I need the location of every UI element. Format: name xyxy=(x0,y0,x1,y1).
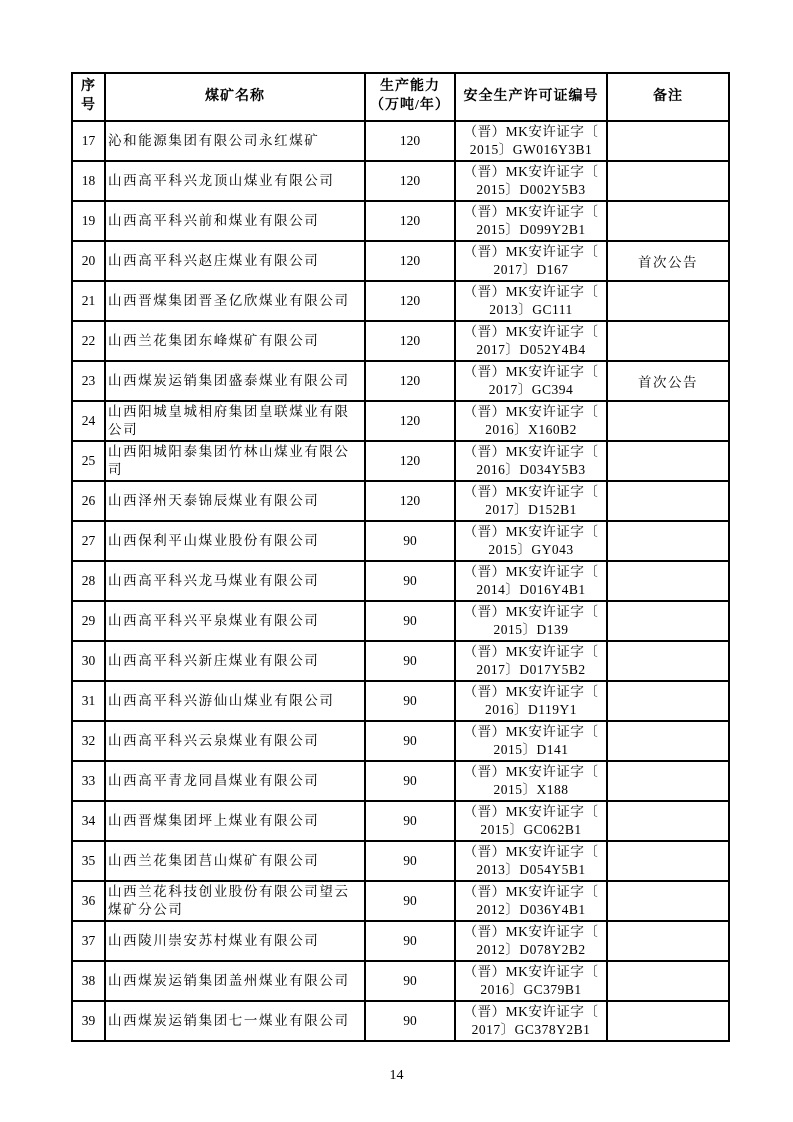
remark xyxy=(607,601,729,641)
license-number xyxy=(455,921,607,961)
table-row xyxy=(72,921,729,961)
capacity-value: 120 xyxy=(365,361,455,401)
row-index: 29 xyxy=(72,601,105,641)
mine-name: 山西保利平山煤业股份有限公司 xyxy=(105,521,365,561)
license-number xyxy=(455,361,607,401)
license-line1: （晋）MK安许证字〔 xyxy=(463,204,599,219)
table-row xyxy=(72,561,729,601)
mine-name: 山西兰花集团东峰煤矿有限公司 xyxy=(105,321,365,361)
table-row xyxy=(72,441,729,481)
remark xyxy=(607,441,729,481)
row-index: 24 xyxy=(72,401,105,441)
mine-name: 山西高平青龙同昌煤业有限公司 xyxy=(105,761,365,801)
license-number xyxy=(455,721,607,761)
header-license: 安全生产许可证编号 xyxy=(455,73,607,121)
capacity-value: 90 xyxy=(365,601,455,641)
capacity-value: 90 xyxy=(365,721,455,761)
license-line1: （晋）MK安许证字〔 xyxy=(463,684,599,699)
capacity-value: 90 xyxy=(365,921,455,961)
remark xyxy=(607,321,729,361)
license-line2: 2015〕X188 xyxy=(493,782,569,797)
license-number xyxy=(455,281,607,321)
mine-name: 山西煤炭运销集团盛泰煤业有限公司 xyxy=(105,361,365,401)
row-index: 36 xyxy=(72,881,105,921)
row-index: 22 xyxy=(72,321,105,361)
license-line2: 2015〕D139 xyxy=(493,622,569,637)
row-index: 38 xyxy=(72,961,105,1001)
capacity-value: 90 xyxy=(365,881,455,921)
header-index: 序号 xyxy=(72,73,105,121)
license-line2: 2017〕GC394 xyxy=(488,382,574,397)
table-row xyxy=(72,201,729,241)
capacity-value: 120 xyxy=(365,201,455,241)
mine-name: 山西高平科兴龙马煤业有限公司 xyxy=(105,561,365,601)
remark xyxy=(607,281,729,321)
capacity-value: 120 xyxy=(365,441,455,481)
row-index: 25 xyxy=(72,441,105,481)
capacity-value: 120 xyxy=(365,321,455,361)
license-line1: （晋）MK安许证字〔 xyxy=(463,284,599,299)
license-number xyxy=(455,801,607,841)
license-number xyxy=(455,201,607,241)
remark: 首次公告 xyxy=(607,361,729,401)
license-number xyxy=(455,481,607,521)
license-line2: 2015〕D002Y5B3 xyxy=(476,182,586,197)
license-line2: 2017〕D052Y4B4 xyxy=(476,342,586,357)
capacity-value: 90 xyxy=(365,1001,455,1041)
capacity-value: 120 xyxy=(365,281,455,321)
license-line2: 2013〕GC111 xyxy=(489,302,573,317)
license-line1: （晋）MK安许证字〔 xyxy=(463,524,599,539)
capacity-value: 90 xyxy=(365,521,455,561)
row-index: 35 xyxy=(72,841,105,881)
table-row xyxy=(72,121,729,161)
row-index: 37 xyxy=(72,921,105,961)
row-index: 18 xyxy=(72,161,105,201)
license-line1: （晋）MK安许证字〔 xyxy=(463,484,599,499)
remark xyxy=(607,1001,729,1041)
row-index: 23 xyxy=(72,361,105,401)
capacity-value: 90 xyxy=(365,801,455,841)
remark xyxy=(607,561,729,601)
license-line1: （晋）MK安许证字〔 xyxy=(463,324,599,339)
remark xyxy=(607,881,729,921)
row-index: 34 xyxy=(72,801,105,841)
license-number xyxy=(455,1001,607,1041)
page-number: 14 xyxy=(389,1068,404,1083)
license-number xyxy=(455,561,607,601)
mine-name: 山西煤炭运销集团七一煤业有限公司 xyxy=(105,1001,365,1041)
row-index: 20 xyxy=(72,241,105,281)
license-number xyxy=(455,521,607,561)
row-index: 32 xyxy=(72,721,105,761)
row-index: 21 xyxy=(72,281,105,321)
license-number xyxy=(455,761,607,801)
license-number xyxy=(455,441,607,481)
mine-name: 山西兰花集团莒山煤矿有限公司 xyxy=(105,841,365,881)
row-index: 28 xyxy=(72,561,105,601)
coal-mine-table xyxy=(71,72,730,1042)
table-row xyxy=(72,801,729,841)
mine-name: 沁和能源集团有限公司永红煤矿 xyxy=(105,121,365,161)
remark xyxy=(607,161,729,201)
remark xyxy=(607,921,729,961)
license-line2: 2016〕GC379B1 xyxy=(480,982,582,997)
table-row xyxy=(72,881,729,921)
mine-name: 山西高平科兴云泉煤业有限公司 xyxy=(105,721,365,761)
table-row xyxy=(72,961,729,1001)
header-mine-name: 煤矿名称 xyxy=(105,73,365,121)
license-number xyxy=(455,321,607,361)
table-row xyxy=(72,1001,729,1041)
remark xyxy=(607,761,729,801)
license-line1: （晋）MK安许证字〔 xyxy=(463,964,599,979)
license-number xyxy=(455,641,607,681)
license-number xyxy=(455,161,607,201)
header-capacity-line1: 生产能力 xyxy=(380,79,440,95)
row-index: 33 xyxy=(72,761,105,801)
license-line1: （晋）MK安许证字〔 xyxy=(463,444,599,459)
mine-name: 山西阳城阳泰集团竹林山煤业有限公司 xyxy=(105,441,365,481)
license-line1: （晋）MK安许证字〔 xyxy=(463,164,599,179)
mine-name: 山西阳城皇城相府集团皇联煤业有限公司 xyxy=(105,401,365,441)
table-row xyxy=(72,481,729,521)
license-line1: （晋）MK安许证字〔 xyxy=(463,364,599,379)
capacity-value: 90 xyxy=(365,841,455,881)
capacity-value: 90 xyxy=(365,641,455,681)
row-index: 17 xyxy=(72,121,105,161)
license-number xyxy=(455,241,607,281)
license-line2: 2015〕D099Y2B1 xyxy=(476,222,586,237)
license-line1: （晋）MK安许证字〔 xyxy=(463,764,599,779)
table-row xyxy=(72,281,729,321)
header-capacity xyxy=(365,73,455,121)
table-row xyxy=(72,521,729,561)
row-index: 30 xyxy=(72,641,105,681)
table-row xyxy=(72,161,729,201)
license-line2: 2015〕GY043 xyxy=(488,542,574,557)
license-line1: （晋）MK安许证字〔 xyxy=(463,724,599,739)
license-line2: 2015〕GW016Y3B1 xyxy=(469,142,593,157)
mine-name: 山西晋煤集团晋圣亿欣煤业有限公司 xyxy=(105,281,365,321)
remark: 首次公告 xyxy=(607,241,729,281)
table-row xyxy=(72,361,729,401)
mine-name: 山西高平科兴前和煤业有限公司 xyxy=(105,201,365,241)
license-line2: 2016〕X160B2 xyxy=(485,422,577,437)
license-line1: （晋）MK安许证字〔 xyxy=(463,924,599,939)
mine-name: 山西高平科兴平泉煤业有限公司 xyxy=(105,601,365,641)
capacity-value: 120 xyxy=(365,121,455,161)
license-number xyxy=(455,841,607,881)
table-row xyxy=(72,721,729,761)
remark xyxy=(607,681,729,721)
row-index: 27 xyxy=(72,521,105,561)
table-row xyxy=(72,681,729,721)
mine-name: 山西煤炭运销集团盖州煤业有限公司 xyxy=(105,961,365,1001)
remark xyxy=(607,201,729,241)
header-capacity-line2: （万吨/年） xyxy=(370,98,450,113)
capacity-value: 90 xyxy=(365,561,455,601)
table-row xyxy=(72,601,729,641)
table-row xyxy=(72,241,729,281)
capacity-value: 90 xyxy=(365,681,455,721)
capacity-value: 90 xyxy=(365,761,455,801)
license-number xyxy=(455,961,607,1001)
mine-name: 山西兰花科技创业股份有限公司望云煤矿分公司 xyxy=(105,881,365,921)
remark xyxy=(607,721,729,761)
license-line2: 2015〕GC062B1 xyxy=(480,822,582,837)
table-header-row xyxy=(72,73,729,121)
license-line2: 2012〕D036Y4B1 xyxy=(476,902,586,917)
license-line2: 2014〕D016Y4B1 xyxy=(476,582,586,597)
row-index: 31 xyxy=(72,681,105,721)
capacity-value: 120 xyxy=(365,481,455,521)
license-line1: （晋）MK安许证字〔 xyxy=(463,564,599,579)
row-index: 19 xyxy=(72,201,105,241)
table-row xyxy=(72,401,729,441)
table-row xyxy=(72,761,729,801)
header-remark: 备注 xyxy=(607,73,729,121)
license-line1: （晋）MK安许证字〔 xyxy=(463,244,599,259)
remark xyxy=(607,401,729,441)
remark xyxy=(607,121,729,161)
capacity-value: 120 xyxy=(365,241,455,281)
license-line2: 2013〕D054Y5B1 xyxy=(476,862,586,877)
license-line1: （晋）MK安许证字〔 xyxy=(463,804,599,819)
mine-name: 山西高平科兴龙顶山煤业有限公司 xyxy=(105,161,365,201)
remark xyxy=(607,641,729,681)
license-line1: （晋）MK安许证字〔 xyxy=(463,644,599,659)
mine-name: 山西高平科兴游仙山煤业有限公司 xyxy=(105,681,365,721)
table-row xyxy=(72,321,729,361)
row-index: 26 xyxy=(72,481,105,521)
row-index: 39 xyxy=(72,1001,105,1041)
license-line1: （晋）MK安许证字〔 xyxy=(463,844,599,859)
license-line2: 2015〕D141 xyxy=(493,742,569,757)
license-number xyxy=(455,681,607,721)
mine-name: 山西晋煤集团坪上煤业有限公司 xyxy=(105,801,365,841)
license-line1: （晋）MK安许证字〔 xyxy=(463,404,599,419)
capacity-value: 120 xyxy=(365,161,455,201)
license-line2: 2017〕D152B1 xyxy=(485,502,577,517)
license-line2: 2017〕D167 xyxy=(493,262,569,277)
capacity-value: 120 xyxy=(365,401,455,441)
license-number xyxy=(455,121,607,161)
license-line1: （晋）MK安许证字〔 xyxy=(463,884,599,899)
license-line2: 2017〕D017Y5B2 xyxy=(476,662,586,677)
mine-name: 山西泽州天泰锦辰煤业有限公司 xyxy=(105,481,365,521)
remark xyxy=(607,801,729,841)
capacity-value: 90 xyxy=(365,961,455,1001)
mine-name: 山西高平科兴赵庄煤业有限公司 xyxy=(105,241,365,281)
license-line2: 2012〕D078Y2B2 xyxy=(476,942,586,957)
license-line1: （晋）MK安许证字〔 xyxy=(463,124,599,139)
license-line2: 2016〕D034Y5B3 xyxy=(476,462,586,477)
license-line1: （晋）MK安许证字〔 xyxy=(463,604,599,619)
remark xyxy=(607,481,729,521)
remark xyxy=(607,521,729,561)
table-row xyxy=(72,641,729,681)
remark xyxy=(607,961,729,1001)
remark xyxy=(607,841,729,881)
license-line2: 2017〕GC378Y2B1 xyxy=(471,1022,591,1037)
mine-name: 山西陵川崇安苏村煤业有限公司 xyxy=(105,921,365,961)
license-line1: （晋）MK安许证字〔 xyxy=(463,1004,599,1019)
license-line2: 2016〕D119Y1 xyxy=(485,702,577,717)
mine-name: 山西高平科兴新庄煤业有限公司 xyxy=(105,641,365,681)
license-number xyxy=(455,881,607,921)
license-number xyxy=(455,601,607,641)
license-number xyxy=(455,401,607,441)
table-row xyxy=(72,841,729,881)
